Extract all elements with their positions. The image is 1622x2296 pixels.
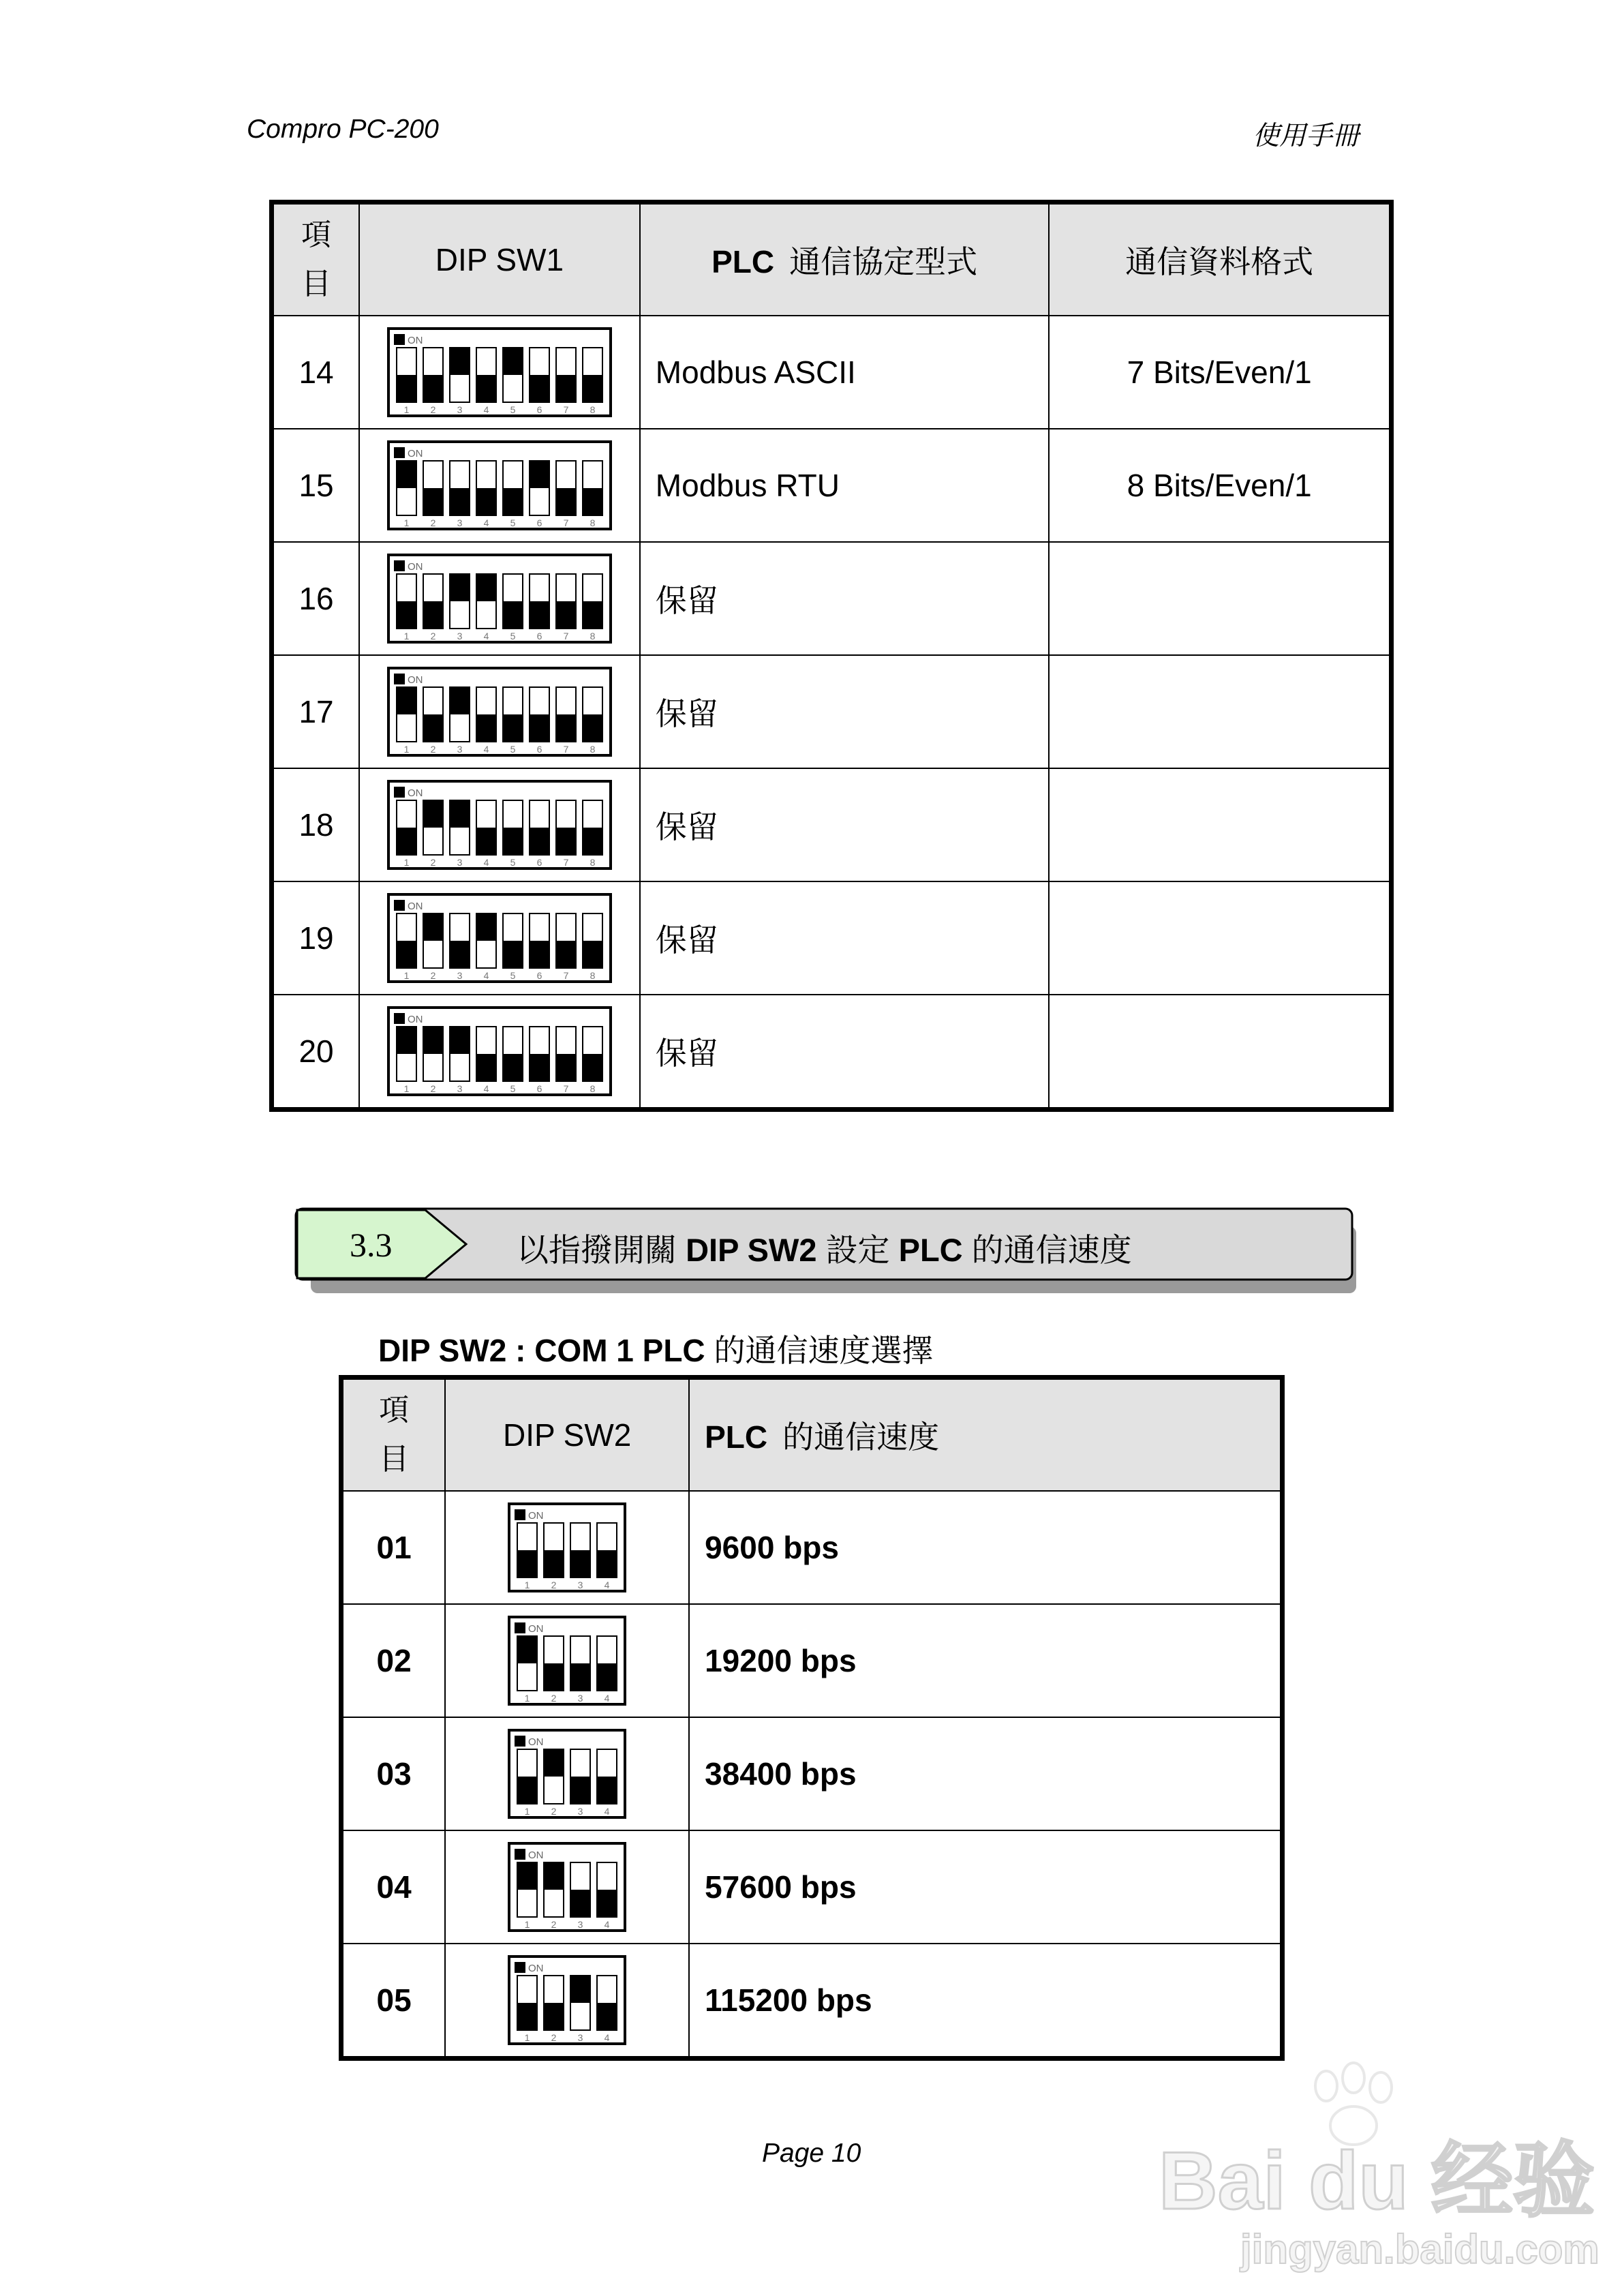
dip-on-marker [394,447,405,458]
dip-switch-number: 5 [510,630,516,641]
dip-on-marker [515,1622,525,1633]
dip-switch-number: 8 [590,630,596,641]
dip-switch-knob-off [583,1054,602,1081]
dip-switch-knob-on [530,461,549,488]
dip-switch-number: 6 [536,1083,542,1094]
section-title-mid: 設定 [825,1232,890,1268]
dip-switch-number: 3 [577,2031,583,2043]
dip-cell [359,995,640,1110]
dip-switch-block [508,1955,626,2045]
dip-switch-number: 1 [524,1579,530,1590]
column-header-format: 通信資料格式 [1049,202,1391,316]
protocol-cell: 保留 [640,881,1050,995]
dip-switch-number: 4 [604,1692,610,1704]
dip-switch-number: 8 [590,517,596,528]
dip-switch-knob-off [423,375,443,402]
table2-caption-rest: 的通信速度選擇 [714,1333,934,1368]
dip-switch-knob-on [517,1862,537,1890]
dip-switch-knob-off [583,828,602,855]
column-header-dip-sw2: DIP SW2 [445,1378,689,1491]
dip-switch-knob-on [450,687,470,714]
dip-switch-number: 1 [524,1805,530,1817]
dip-switch-knob-on [476,913,496,941]
dip-switch-block [508,1502,626,1592]
column-header-speed [689,1378,1282,1491]
speed-cell: 9600 bps [689,1491,1282,1604]
dip-switch-knob-on [397,461,416,488]
dip-switch-number: 5 [510,517,516,528]
dip-switch-knob-off [570,1890,590,1917]
dip-switch-number: 8 [590,969,596,981]
page-number: Page 10 [762,2139,861,2168]
dip-switch-knob-off [503,714,523,742]
dip-switch-number: 1 [403,404,410,415]
dip-switch-knob-on [423,1027,443,1054]
svg-text:jingyan.baidu.com: jingyan.baidu.com [1240,2226,1600,2272]
dip-switch-number: 6 [536,969,542,981]
section-title-post: 的通信速度 [971,1232,1132,1268]
dip-on-marker [394,787,405,798]
dip-switch-number: 4 [483,630,489,641]
column-header-dip-sw1: DIP SW1 [359,202,640,316]
dip-switch-number: 6 [536,630,542,641]
dip-switch-number: 1 [524,1692,530,1704]
dip-switch-number: 2 [551,1579,557,1590]
dip-switch-number: 8 [590,404,596,415]
section-title-pre: 以指撥開關 [517,1232,677,1268]
dip-switch-knob-off [597,1550,617,1577]
dip-switch-knob-on [450,1027,470,1054]
item-cell: 14 [272,316,360,429]
table2-caption [378,1326,933,1371]
dip-switch-block [387,327,612,417]
dip-switch-knob-off [556,375,576,402]
dip-switch-block [508,1842,626,1932]
format-cell [1049,542,1391,655]
dip-switch-knob-off [544,1550,564,1577]
dip-on-marker [515,1849,525,1860]
dip-switch-block [387,893,612,983]
format-cell: 7 Bits/Even/1 [1049,316,1391,429]
dip-switch-knob-on [397,1027,416,1054]
header-plc: PLC [705,1419,768,1455]
dip-switch-number: 6 [536,404,542,415]
dip-on-label: ON [407,900,423,912]
format-cell [1049,768,1391,881]
item-cell: 20 [272,995,360,1110]
column-header-item [272,202,360,316]
dip-switch-knob-on [423,800,443,828]
dip-on-label: ON [407,334,423,346]
dip-switch-knob-off [397,375,416,402]
table-row [272,995,1392,1110]
dip-switch-number: 2 [430,743,436,755]
dip-cell [359,655,640,768]
item-cell: 05 [341,1944,446,2059]
header-item-line1: 項 [301,217,332,252]
dip-cell [445,1604,689,1717]
item-cell: 01 [341,1491,446,1604]
dip-switch-knob-off [570,1550,590,1577]
header-manual: 使用手冊 [1253,121,1360,151]
dip-switch-number: 1 [403,517,410,528]
dip-switch-number: 4 [604,1579,610,1590]
item-cell: 03 [341,1717,446,1830]
baidu-jingyan-watermark [1152,2059,1600,2272]
dip-switch-number: 5 [510,743,516,755]
dip-sw2-table [339,1375,1285,2061]
dip-switch-block [387,780,612,870]
dip-cell [359,768,640,881]
dip-cell [359,542,640,655]
dip-on-label: ON [407,787,423,799]
dip-switch-knob-off [530,714,549,742]
dip-switch-number: 7 [563,517,569,528]
item-cell: 04 [341,1830,446,1944]
dip-switch-number: 3 [457,404,463,415]
dip-switch-knob-on [476,574,496,601]
dip-on-label: ON [528,1736,544,1748]
header-protocol-text: 通信協定型式 [789,243,978,280]
dip-switch-block [387,554,612,644]
protocol-cell: 保留 [640,542,1050,655]
speed-cell: 19200 bps [689,1604,1282,1717]
table-row [272,542,1392,655]
dip-switch-knob-off [503,488,523,515]
dip-switch-knob-off [544,2003,564,2030]
dip-switch-number: 2 [430,1083,436,1094]
dip-on-marker [515,1736,525,1747]
svg-text:Bai du 经验: Bai du 经验 [1159,2135,1595,2226]
dip-switch-number: 4 [604,1918,610,1930]
dip-switch-number: 8 [590,1083,596,1094]
dip-switch-knob-off [570,1777,590,1804]
dip-switch-block [387,667,612,757]
dip-switch-knob-off [476,714,496,742]
dip-cell [359,881,640,995]
dip-switch-number: 4 [604,2031,610,2043]
dip-switch-knob-on [544,1862,564,1890]
dip-switch-knob-off [450,941,470,968]
header-speed-text: 的通信速度 [782,1419,940,1455]
dip-switch-knob-off [597,2003,617,2030]
dip-switch-number: 2 [430,969,436,981]
dip-on-label: ON [407,674,423,686]
dip-switch-number: 4 [483,404,489,415]
dip-switch-number: 3 [457,1083,463,1094]
dip-switch-number: 1 [524,2031,530,2043]
dip-switch-knob-off [544,1663,564,1691]
dip-switch-knob-on [570,1976,590,2003]
protocol-cell: Modbus ASCII [640,316,1050,429]
dip-switch-knob-on [450,348,470,375]
dip-sw1-table [269,200,1394,1112]
dip-switch-knob-off [450,488,470,515]
dip-on-label: ON [528,1622,544,1635]
table-row [272,655,1392,768]
dip-cell [445,1491,689,1604]
dip-switch-knob-on [397,687,416,714]
dip-on-label: ON [528,1509,544,1522]
dip-on-label: ON [528,1849,544,1861]
dip-switch-knob-on [450,574,470,601]
dip-switch-knob-on [450,800,470,828]
speed-cell: 38400 bps [689,1717,1282,1830]
dip-switch-number: 4 [483,856,489,868]
format-cell: 8 Bits/Even/1 [1049,429,1391,542]
dip-switch-number: 3 [577,1918,583,1930]
dip-switch-number: 1 [403,630,410,641]
speed-cell: 115200 bps [689,1944,1282,2059]
dip-switch-knob-off [476,1054,496,1081]
dip-switch-number: 2 [430,856,436,868]
dip-switch-number: 7 [563,743,569,755]
dip-sw1-table-body [272,316,1392,1110]
dip-switch-knob-off [517,1550,537,1577]
section-title [517,1225,1132,1271]
dip-switch-knob-off [476,375,496,402]
item-cell: 19 [272,881,360,995]
table-row [341,1604,1283,1717]
dip-switch-block [387,440,612,530]
dip-on-marker [515,1962,525,1973]
dip-switch-knob-off [583,601,602,629]
dip-switch-number: 4 [483,743,489,755]
item-cell: 17 [272,655,360,768]
section-title-bold2: PLC [898,1232,963,1268]
dip-switch-block [508,1616,626,1706]
dip-switch-knob-off [530,941,549,968]
dip-switch-knob-off [556,714,576,742]
dip-switch-number: 4 [604,1805,610,1817]
dip-sw2-table-body [341,1491,1283,2059]
dip-switch-knob-off [583,714,602,742]
dip-switch-number: 1 [403,743,410,755]
dip-on-label: ON [407,560,423,573]
dip-switch-knob-off [556,1054,576,1081]
speed-cell: 57600 bps [689,1830,1282,1944]
dip-on-marker [394,560,405,571]
dip-switch-knob-off [530,828,549,855]
dip-switch-number: 1 [403,1083,410,1094]
dip-switch-knob-off [583,941,602,968]
dip-switch-knob-off [530,375,549,402]
dip-cell [445,1830,689,1944]
format-cell [1049,655,1391,768]
dip-on-label: ON [528,1962,544,1974]
table-row [341,1717,1283,1830]
dip-on-label: ON [407,1013,423,1025]
dip-switch-knob-off [597,1890,617,1917]
dip-switch-knob-off [476,828,496,855]
table-row [341,1491,1283,1604]
dip-switch-number: 7 [563,404,569,415]
dip-switch-knob-off [556,941,576,968]
dip-switch-number: 8 [590,856,596,868]
dip-switch-number: 4 [483,969,489,981]
dip-switch-knob-on [517,1636,537,1663]
dip-switch-number: 3 [457,856,463,868]
dip-switch-number: 6 [536,517,542,528]
dip-switch-knob-off [423,601,443,629]
dip-switch-number: 5 [510,1083,516,1094]
dip-switch-number: 3 [457,743,463,755]
section-number: 3.3 [350,1226,393,1264]
dip-switch-knob-on [503,348,523,375]
table-row [272,316,1392,429]
dip-switch-number: 3 [457,630,463,641]
header-plc: PLC [711,243,775,280]
header-item-line2: 目 [379,1442,410,1476]
dip-switch-number: 3 [457,517,463,528]
dip-on-marker [394,900,405,911]
dip-switch-knob-off [556,601,576,629]
dip-on-marker [394,674,405,684]
dip-switch-block [387,1006,612,1096]
dip-switch-number: 2 [551,1805,557,1817]
dip-switch-knob-off [423,714,443,742]
dip-switch-number: 7 [563,969,569,981]
protocol-cell: Modbus RTU [640,429,1050,542]
protocol-cell: 保留 [640,995,1050,1110]
dip-switch-number: 5 [510,404,516,415]
dip-switch-knob-off [597,1663,617,1691]
dip-switch-knob-off [597,1777,617,1804]
dip-switch-number: 6 [536,743,542,755]
dip-cell [359,429,640,542]
dip-switch-number: 8 [590,743,596,755]
dip-switch-number: 2 [430,517,436,528]
dip-switch-block [508,1729,626,1819]
dip-switch-knob-off [476,488,496,515]
dip-switch-number: 7 [563,630,569,641]
dip-switch-knob-off [503,941,523,968]
item-cell: 15 [272,429,360,542]
dip-switch-number: 1 [524,1918,530,1930]
format-cell [1049,995,1391,1110]
dip-switch-knob-off [503,828,523,855]
table-row [272,881,1392,995]
dip-switch-knob-off [503,1054,523,1081]
dip-switch-knob-off [503,601,523,629]
dip-switch-knob-off [583,488,602,515]
dip-cell [359,316,640,429]
dip-switch-knob-off [583,375,602,402]
dip-switch-number: 1 [403,856,410,868]
dip-switch-number: 1 [403,969,410,981]
item-cell: 18 [272,768,360,881]
dip-on-label: ON [407,447,423,459]
dip-switch-knob-off [556,828,576,855]
dip-switch-number: 2 [430,404,436,415]
dip-switch-knob-off [397,828,416,855]
dip-switch-knob-off [556,488,576,515]
dip-switch-number: 4 [483,517,489,528]
dip-on-marker [515,1509,525,1520]
dip-switch-number: 4 [483,1083,489,1094]
table-row [341,1944,1283,2059]
dip-switch-knob-off [517,2003,537,2030]
dip-switch-number: 5 [510,856,516,868]
dip-on-marker [394,1013,405,1024]
dip-switch-number: 3 [577,1692,583,1704]
dip-switch-number: 7 [563,856,569,868]
dip-switch-knob-off [397,601,416,629]
dip-switch-number: 3 [577,1579,583,1590]
protocol-cell: 保留 [640,768,1050,881]
dip-switch-knob-off [423,488,443,515]
table2-caption-bold: DIP SW2 : COM 1 PLC [378,1333,705,1368]
dip-switch-knob-off [570,1663,590,1691]
dip-switch-knob-on [423,913,443,941]
section-title-bold1: DIP SW2 [686,1232,817,1268]
dip-switch-number: 2 [430,630,436,641]
dip-switch-knob-off [530,1054,549,1081]
column-header-item [341,1378,446,1491]
header-item-line2: 目 [301,267,332,301]
protocol-cell: 保留 [640,655,1050,768]
dip-switch-number: 3 [577,1805,583,1817]
item-cell: 16 [272,542,360,655]
dip-switch-number: 7 [563,1083,569,1094]
dip-cell [445,1717,689,1830]
dip-switch-knob-off [517,1777,537,1804]
header-product: Compro PC-200 [247,115,439,144]
dip-cell [445,1944,689,2059]
dip-switch-number: 2 [551,1918,557,1930]
dip-switch-knob-off [530,601,549,629]
dip-switch-knob-off [397,941,416,968]
column-header-protocol [640,202,1050,316]
table-row [272,429,1392,542]
dip-switch-number: 2 [551,1692,557,1704]
format-cell [1049,881,1391,995]
dip-on-marker [394,334,405,345]
header-item-line1: 項 [379,1393,410,1427]
dip-switch-number: 5 [510,969,516,981]
dip-switch-number: 3 [457,969,463,981]
dip-switch-number: 6 [536,856,542,868]
dip-switch-number: 2 [551,2031,557,2043]
item-cell: 02 [341,1604,446,1717]
dip-switch-knob-on [544,1749,564,1777]
table-row [272,768,1392,881]
table-row [341,1830,1283,1944]
